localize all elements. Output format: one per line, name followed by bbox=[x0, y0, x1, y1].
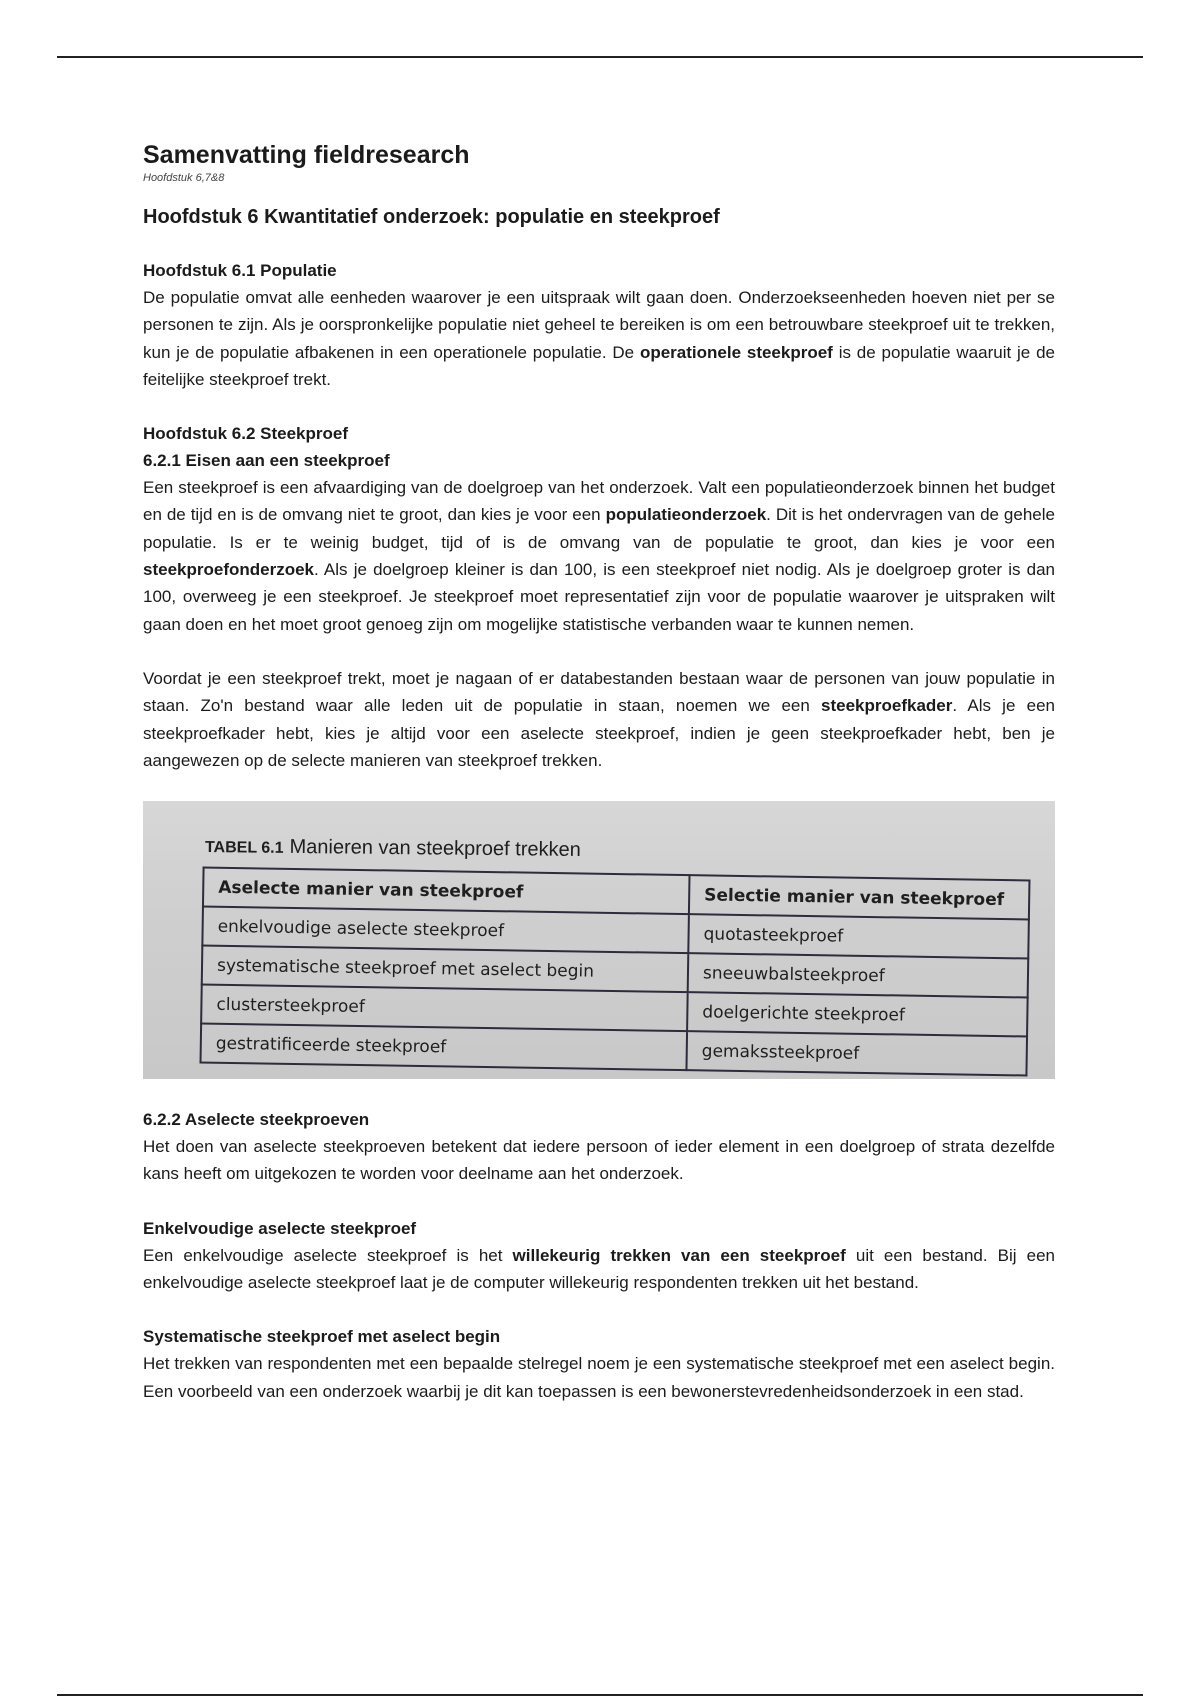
table-cell: gemakssteekproef bbox=[686, 1031, 1027, 1075]
table-header-cell: Aselecte manier van steekproef bbox=[203, 868, 690, 915]
table-cell: sneeuwbalsteekproef bbox=[688, 953, 1029, 997]
document-subtitle: Hoofdstuk 6,7&8 bbox=[143, 172, 225, 184]
table-photo bbox=[143, 801, 1055, 1079]
sampling-methods-table bbox=[200, 867, 1031, 1077]
section-heading: Hoofdstuk 6.1 Populatie bbox=[143, 261, 337, 280]
section-heading: Hoofdstuk 6.2 Steekproef bbox=[143, 424, 348, 444]
subsection-heading: Enkelvoudige aselecte steekproef bbox=[143, 1218, 417, 1238]
section-enkelvoudig bbox=[143, 1215, 1055, 1297]
table-cell: enkelvoudige aselecte steekproef bbox=[202, 907, 689, 954]
footer-rule bbox=[57, 1694, 1143, 1696]
document-title: Samenvatting fieldresearch bbox=[143, 141, 470, 169]
section-6-2-continued bbox=[143, 665, 1055, 774]
table-cell: gestratificeerde steekproef bbox=[201, 1024, 688, 1071]
subsection-heading: Systematische steekproef met aselect begin bbox=[143, 1327, 501, 1347]
section-systematisch bbox=[143, 1323, 1055, 1405]
paragraph: Het trekken van respondenten met een bepaalde stelregel noem je een systematische steekproef met een aselect begin. Een voorbeeld van een onderzoek waarbij je dit kan toepassen is een bewonerstevredenheidsonderzoek in een stad. bbox=[143, 1354, 1055, 1401]
chapter-heading: Hoofdstuk 6 Kwantitatief onderzoek: populatie en steekproef bbox=[143, 206, 720, 228]
subsection-heading: 6.2.1 Eisen aan een steekproef bbox=[143, 451, 390, 471]
section-6-2 bbox=[143, 420, 1055, 638]
table-cell: clustersteekproef bbox=[201, 985, 688, 1032]
paragraph: De populatie omvat alle eenheden waarover je een uitspraak wilt gaan doen. Onderzoekseenheden hoeven niet per se personen te zijn. Als je oorspronkelijke populatie niet geheel te bereiken is om een betrouwbare steekproef uit te trekken, kun je de populatie afbakenen in een operationele populatie. De operationele steekproef is de populatie waaruit je de feitelijke steekproef trekt. bbox=[143, 288, 1056, 389]
subsection-heading: 6.2.2 Aselecte steekproeven bbox=[143, 1110, 370, 1130]
table-cell: quotasteekproef bbox=[688, 914, 1029, 958]
section-6-2-2 bbox=[143, 1106, 1055, 1188]
table-caption: TABEL 6.1 Manieren van steekproef trekken bbox=[204, 836, 581, 862]
table-header-cell: Selectie manier van steekproef bbox=[689, 875, 1030, 919]
paragraph: Voordat je een steekproef trekt, moet je nagaan of er databestanden bestaan waar de personen van jouw populatie in staan. Zo'n bestand waar alle leden uit de populatie in staan, noemen we een steekproefkader. Als je een steekproefkader hebt, kies je altijd voor een aselecte steekproef, indien je geen steekproefkader hebt, ben je aangewezen op de selecte manieren van steekproef trekken. bbox=[143, 668, 1055, 770]
document-body bbox=[143, 140, 1055, 1405]
paragraph: Het doen van aselecte steekproeven betekent dat iedere persoon of ieder element in een doelgroep of strata dezelfde kans heeft om uitgekozen te worden voor deelname aan het onderzoek. bbox=[143, 1137, 1055, 1184]
table-cell: doelgerichte steekproef bbox=[687, 992, 1028, 1036]
header-rule bbox=[57, 56, 1143, 58]
table-cell: systematische steekproef met aselect begin bbox=[202, 946, 689, 993]
paragraph: Een enkelvoudige aselecte steekproef is het willekeurig trekken van een steekproef uit een bestand. Bij een enkelvoudige aselecte steekproef laat je de computer willekeurig respondenten trekken uit het bestand. bbox=[143, 1245, 1055, 1293]
section-6-1 bbox=[143, 257, 1055, 393]
paragraph: Een steekproef is een afvaardiging van de doelgroep van het onderzoek. Valt een populatieonderzoek binnen het budget en de tijd en is de omvang niet te groot, dan kies je voor een populatieonderzoek. Dit is het ondervragen van de gehele populatie. Is er te weinig budget, tijd of is de omvang van de populatie te groot, dan kies je voor een steekproefonderzoek. Als je doelgroep kleiner is dan 100, is een steekproef niet nodig. Als je doelgroep groter is dan 100, overweeg je een steekproef. Je steekproef moet representatief zijn voor de populatie waarover je uitspraken wilt gaan doen en het moet groot genoeg zijn om mogelijke statistische verbanden waar te kunnen nemen. bbox=[143, 478, 1055, 634]
